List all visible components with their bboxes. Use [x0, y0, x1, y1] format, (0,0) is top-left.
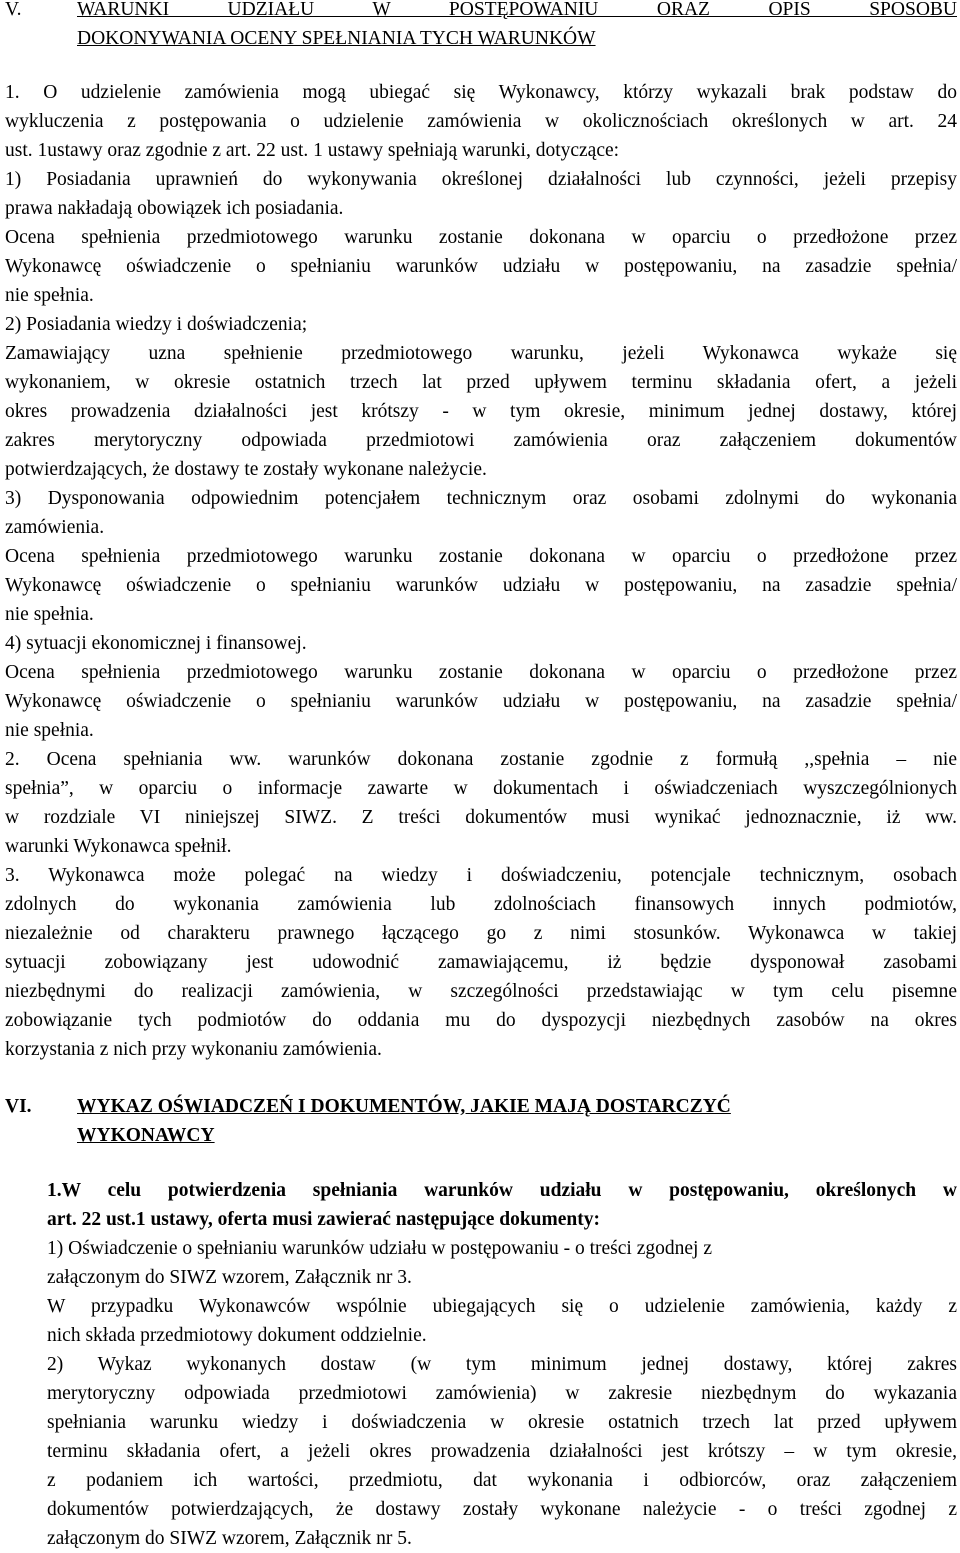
text-line: terminu składania ofert, a jeżeli okres prowadzenia działalności jest krótszy – w tym okresie,	[47, 1441, 957, 1462]
text-line: 1) Posiadania uprawnień do wykonywania określonej działalności lub czynności, jeżeli przepisy	[5, 169, 957, 190]
text-line: załączonym do SIWZ wzorem, Załącznik nr 5.	[47, 1528, 412, 1549]
text-line: korzystania z nich przy wykonaniu zamówienia.	[5, 1039, 382, 1060]
text-line: warunki Wykonawca spełnił.	[5, 836, 232, 857]
section-v-title	[77, 0, 957, 53]
text-line: nie spełnia.	[5, 720, 94, 741]
text-line: zobowiązanie tych podmiotów do oddania mu do dyspozycji niezbędnych zasobów na okres	[5, 1010, 957, 1031]
text-line: Ocena spełnienia przedmiotowego warunku zostanie dokonana w oparciu o przedłożone przez	[5, 662, 957, 683]
text-line: Ocena spełnienia przedmiotowego warunku zostanie dokonana w oparciu o przedłożone przez	[5, 546, 957, 567]
text-line: prawa nakładają obowiązek ich posiadania.	[5, 198, 344, 219]
text-line: nie spełnia.	[5, 604, 94, 625]
section-v-title-line-1: WARUNKI UDZIAŁU W POSTĘPOWANIU ORAZ OPIS SPOSOBU	[77, 0, 957, 20]
section-vi-lead-line-2: art. 22 ust.1 ustawy, oferta musi zawierać następujące dokumenty:	[47, 1209, 600, 1230]
text-line: wykonaniem, w okresie ostatnich trzech lat przed upływem terminu składania ofert, a jeżeli	[5, 372, 957, 393]
section-vi-heading	[5, 1092, 957, 1150]
text-line: 1. O udzielenie zamówienia mogą ubiegać się Wykonawcy, którzy wykazali brak podstaw do	[5, 82, 957, 103]
text-line: spełniania warunku wiedzy i doświadczenia w okresie ostatnich trzech lat przed upływem	[47, 1412, 957, 1433]
text-line: dokumentów potwierdzających, że dostawy zostały wykonane należycie - o treści zgodnej z	[47, 1499, 957, 1520]
text-line: z podaniem ich wartości, przedmiotu, dat wykonania i odbiorców, oraz załączeniem	[47, 1470, 957, 1491]
text-line: sytuacji zobowiązany jest udowodnić zamawiającemu, iż będzie dysponował zasobami	[5, 952, 957, 973]
section-vi-lead-line-1: 1.W celu potwierdzenia spełniania warunków udziału w postępowaniu, określonych w	[47, 1180, 957, 1201]
text-line: 2. Ocena spełniania ww. warunków dokonana zostanie zgodnie z formułą ,,spełnia – nie	[5, 749, 957, 770]
text-line: 2) Wykaz wykonanych dostaw (w tym minimum jednej dostawy, której zakres	[47, 1354, 957, 1375]
text-line: wykluczenia z postępowania o udzielenie zamówienia w okolicznościach określonych w art. 24	[5, 111, 957, 132]
section-vi-title	[77, 1092, 957, 1150]
text-line: spełnia”, w oparciu o informacje zawarte w dokumentach i oświadczeniach wyszczególnionych	[5, 778, 957, 799]
document-page	[5, 0, 957, 1553]
section-v-heading	[5, 0, 957, 53]
text-line: 2) Posiadania wiedzy i doświadczenia;	[5, 314, 308, 335]
text-line: ust. 1ustawy oraz zgodnie z art. 22 ust. 1 ustawy spełniają warunki, dotyczące:	[5, 140, 620, 161]
section-vi-title-line-1: WYKAZ OŚWIADCZEŃ I DOKUMENTÓW, JAKIE MAJĄ DOSTARCZYĆ	[77, 1096, 731, 1117]
text-line: załączonym do SIWZ wzorem, Załącznik nr 3.	[47, 1267, 412, 1288]
text-line: niezbędnymi do realizacji zamówienia, w szczególności przedstawiając w tym celu pisemne	[5, 981, 957, 1002]
section-vi-title-line-2: WYKONAWCY	[77, 1125, 215, 1146]
section-v-body	[5, 78, 957, 1064]
text-line: okres prowadzenia działalności jest krótszy - w tym okresie, minimum jednej dostawy, której	[5, 401, 957, 422]
text-line: Ocena spełnienia przedmiotowego warunku zostanie dokonana w oparciu o przedłożone przez	[5, 227, 957, 248]
section-vi-body	[47, 1234, 957, 1553]
text-line: W przypadku Wykonawców wspólnie ubiegających się o udzielenie zamówienia, każdy z	[47, 1296, 957, 1317]
text-line: zdolnych do wykonania zamówienia lub zdolnościach finansowych innych podmiotów,	[5, 894, 957, 915]
text-line: potwierdzających, że dostawy te zostały wykonane należycie.	[5, 459, 487, 480]
text-line: 3. Wykonawca może polegać na wiedzy i doświadczeniu, potencjale technicznym, osobach	[5, 865, 957, 886]
text-line: merytoryczny odpowiada przedmiotowi zamówienia) w zakresie niezbędnym do wykazania	[47, 1383, 957, 1404]
text-line: Zamawiający uzna spełnienie przedmiotowego warunku, jeżeli Wykonawca wykaże się	[5, 343, 957, 364]
section-vi-content	[5, 1176, 957, 1553]
text-line: Wykonawcę oświadczenie o spełnianiu warunków udziału w postępowaniu, na zasadzie spełnia/	[5, 691, 957, 712]
text-line: zamówienia.	[5, 517, 105, 538]
section-vi-number: VI.	[5, 1096, 32, 1117]
section-v-title-line-2: DOKONYWANIA OCENY SPEŁNIANIA TYCH WARUNKÓW	[77, 28, 596, 49]
text-line: Wykonawcę oświadczenie o spełnianiu warunków udziału w postępowaniu, na zasadzie spełnia/	[5, 256, 957, 277]
text-line: 3) Dysponowania odpowiednim potencjałem technicznym oraz osobami zdolnymi do wykonania	[5, 488, 957, 509]
text-line: zakres merytoryczny odpowiada przedmiotowi zamówienia oraz załączeniem dokumentów	[5, 430, 957, 451]
text-line: 1) Oświadczenie o spełnianiu warunków udziału w postępowaniu - o treści zgodnej z	[47, 1238, 712, 1259]
text-line: niezależnie od charakteru prawnego łączącego go z nimi stosunków. Wykonawca w takiej	[5, 923, 957, 944]
text-line: nie spełnia.	[5, 285, 94, 306]
text-line: 4) sytuacji ekonomicznej i finansowej.	[5, 633, 307, 654]
text-line: Wykonawcę oświadczenie o spełnianiu warunków udziału w postępowaniu, na zasadzie spełnia/	[5, 575, 957, 596]
text-line: nich składa przedmiotowy dokument oddzielnie.	[47, 1325, 427, 1346]
section-v-number: V.	[5, 0, 22, 20]
text-line: w rozdziale VI niniejszej SIWZ. Z treści dokumentów musi wynikać jednoznacznie, iż ww.	[5, 807, 957, 828]
